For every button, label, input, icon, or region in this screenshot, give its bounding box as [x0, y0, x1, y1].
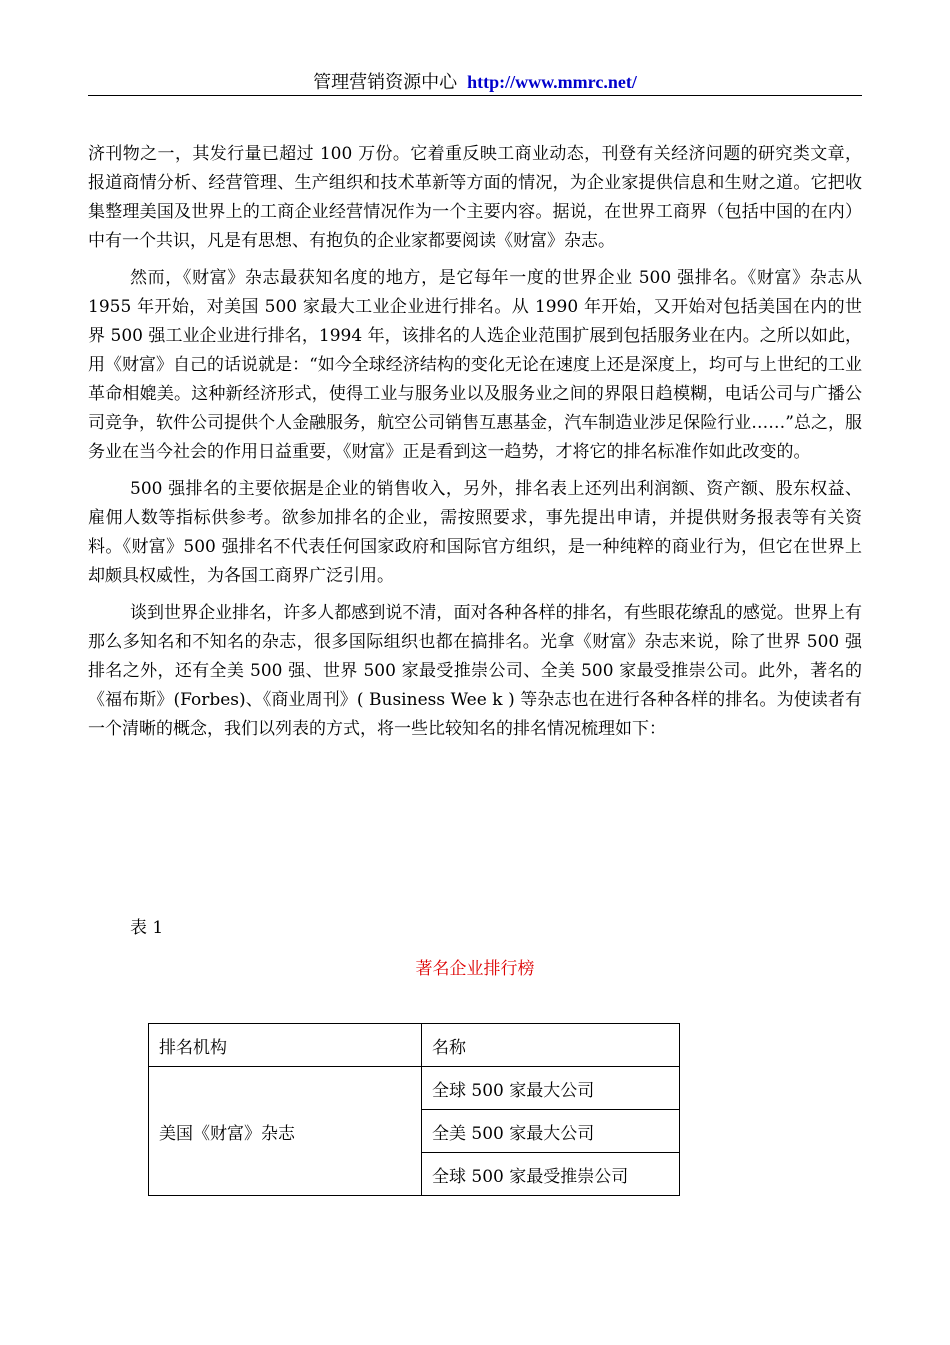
paragraph: 然而，《财富》杂志最获知名度的地方，是它每年一度的世界企业 500 强排名。《财富》杂志从 1955 年开始，对美国 500 家最大工业企业进行排名。从 1990 年开始，又开始对包括美国在内的世界 500 强工业企业进行排名，1994 年，该排名的人选企业范围扩展到包括服务业在内。之所以如此，用《财富》自己的话说就是：“如今全球经济结构的变化无论在速度上还是深度上，均可与上世纪的工业革命相媲美。这种新经济形式，使得工业与服务业以及服务业之间的界限日趋模糊，电话公司与广播公司竞争，软件公司提供个人金融服务，航空公司销售互惠基金，汽车制造业涉足保险行业……”总之，服务业在当今社会的作用日益重要，《财富》正是看到这一趋势，才将它的排名标准作如此改变的。 [88, 268, 862, 462]
ranking-table [148, 1023, 680, 1196]
cell-name: 全球 500 家最受推崇公司 [422, 1153, 680, 1196]
site-url-link[interactable]: http://www.mmrc.net/ [467, 72, 637, 92]
site-name: 管理营销资源中心 [313, 72, 458, 93]
header-cell-name: 名称 [422, 1024, 680, 1067]
header-divider [88, 95, 862, 96]
table-caption: 著名企业排行榜 [415, 959, 535, 979]
paragraph: 谈到世界企业排名，许多人都感到说不清，面对各种各样的排名，有些眼花缭乱的感觉。世界上有那么多知名和不知名的杂志，很多国际组织也都在搞排名。光拿《财富》杂志来说，除了世界 500 强排名之外，还有全美 500 强、世界 500 家最受推崇公司、全美 500 家最受推崇公司。此外，著名的《福布斯》(Forbes)、《商业周刊》( Business Wee k ) 等杂志也在进行各种各样的排名。为使读者有一个清晰的概念，我们以列表的方式，将一些比较知名的排名情况梳理如下： [88, 603, 862, 739]
article-body [88, 140, 862, 752]
table-header-row [149, 1024, 680, 1067]
paragraph-continued: 济刊物之一，其发行量已超过 100 万份。它着重反映工商业动态，刊登有关经济问题的研究类文章，报道商情分析、经营管理、生产组织和技术革新等方面的情况，为企业家提供信息和生财之道。它把收集整理美国及世界上的工商企业经营情况作为一个主要内容。据说，在世界工商界（包括中国的在内）中有一个共识，凡是有思想、有抱负的企业家都要阅读《财富》杂志。 [88, 144, 862, 251]
header-cell-org: 排名机构 [149, 1024, 422, 1067]
cell-name: 全球 500 家最大公司 [422, 1067, 680, 1110]
cell-org: 美国《财富》杂志 [149, 1067, 422, 1196]
cell-name: 全美 500 家最大公司 [422, 1110, 680, 1153]
table-row [149, 1067, 680, 1110]
page-header [88, 68, 862, 97]
table-label: 表 1 [130, 918, 164, 938]
paragraph: 500 强排名的主要依据是企业的销售收入，另外，排名表上还列出利润额、资产额、股东权益、雇佣人数等指标供参考。欲参加排名的企业，需按照要求，事先提出申请，并提供财务报表等有关资料。《财富》500 强排名不代表任何国家政府和国际官方组织，是一种纯粹的商业行为，但它在世界上却颇具权威性，为各国工商界广泛引用。 [88, 479, 862, 586]
